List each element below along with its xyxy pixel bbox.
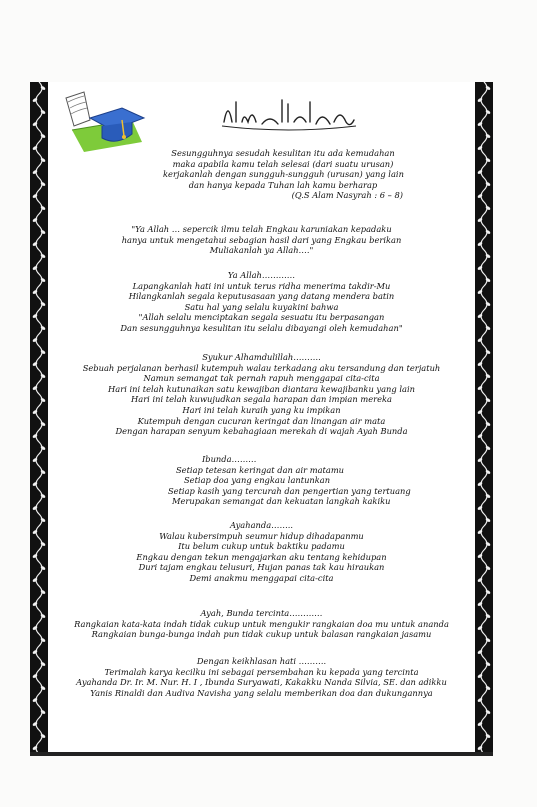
basmala-calligraphy <box>218 94 358 134</box>
quran-reference: (Q.S Alam Nasyrah : 6 – 8) <box>291 190 403 201</box>
prayer-line: "Ya Allah … sepercik ilmu telah Engkau karuniakan kepadaku <box>131 224 392 234</box>
poem-line: Namun semangat tak pernah rapuh menggapai cita-cita <box>143 373 380 384</box>
poem-line: Duri tajam engkau telusuri, Hujan panas tak kau hiraukan <box>138 562 385 573</box>
poem-line: Demi anakmu menggapai cita-cita <box>189 572 334 583</box>
content-area <box>48 82 475 752</box>
ayah-bunda-section <box>48 608 475 640</box>
poem-line: Setiap tetesan keringat dan air matamu <box>176 464 345 475</box>
poem-line: Hari ini telah kuwujudkan segala harapan dan impian mereka <box>131 394 392 405</box>
poem-line: Terimalah karya kecilku ini sebagai persembahan ku kepada yang tercinta <box>104 666 419 677</box>
poem-line: Engkau dengan tekun mengajarkan aku tentang kehidupan <box>136 551 387 562</box>
section-heading: Syukur Alhamdulillah………. <box>202 352 321 362</box>
poem-line: Hilangkanlah segala keputusasaan yang datang mendera batin <box>128 291 395 302</box>
syukur-section <box>48 352 475 437</box>
poem-line: "Allah selalu menciptakan segala sesuatu itu berpasangan <box>138 312 385 323</box>
ya-allah-section <box>48 270 475 334</box>
section-heading: Ya Allah………… <box>227 270 296 280</box>
ornamental-border-right <box>475 82 493 752</box>
section-heading: Dengan keikhlasan hati ………. <box>196 656 327 666</box>
prayer-section <box>48 224 475 256</box>
prayer-line: hanya untuk mengetahui sebagian hasil dari yang Engkau berikan <box>121 234 402 245</box>
poem-line: Satu hal yang selalu kuyakini bahwa <box>184 301 339 312</box>
section-heading: Ayah, Bunda tercinta………… <box>200 608 323 618</box>
quran-line: maka apabila kamu telah selesai (dari suatu urusan) <box>172 158 394 169</box>
poem-line: Merupakan semangat dan kekuatan langkah kakiku <box>172 496 391 507</box>
border-bottom <box>30 752 493 756</box>
keikhlasan-section <box>48 656 475 698</box>
poem-line: Ayahanda Dr. Ir. M. Nur. H. I , Ibunda Suryawati, Kakakku Nanda Silvia, SE. dan adikku <box>76 677 447 688</box>
poem-line: Setiap doa yang engkau lantunkan <box>184 475 331 486</box>
graduation-cap-icon <box>62 90 152 160</box>
poem-line: Hari ini telah kutunaikan satu kewajiban diantara kewajibanku yang lain <box>108 383 415 394</box>
prayer-line: Muliakanlah ya Allah…." <box>209 245 314 256</box>
poem-line: Lapangkanlah hati ini untuk terus ridha menerima takdir-Mu <box>132 280 391 291</box>
poem-line: Walau kubersimpuh seumur hidup dihadapanmu <box>159 530 364 541</box>
poem-line: Hari ini telah kuraih yang ku impikan <box>182 404 341 415</box>
quran-line: kerjakanlah dengan sungguh-sungguh (urusan) yang lain <box>163 169 404 180</box>
quran-line: Sesungguhnya sesudah kesulitan itu ada kemudahan <box>171 148 395 158</box>
quran-line: dan hanya kepada Tuhan lah kamu berharap <box>188 179 378 190</box>
ibunda-section <box>148 454 411 507</box>
section-heading: Ibunda……… <box>202 454 257 464</box>
quran-verse <box>163 148 403 201</box>
section-heading: Ayahanda…….. <box>229 520 294 530</box>
poem-line: Rangkaian kata-kata indah tidak cukup untuk mengukir rangkaian doa mu untuk ananda <box>74 618 449 629</box>
poem-line: Rangkaian bunga-bunga indah pun tidak cukup untuk balasan rangkaian jasamu <box>91 629 432 640</box>
ornamental-border-left <box>30 82 48 752</box>
poem-line: Dengan harapan senyum kebahagiaan merekah di wajah Ayah Bunda <box>115 426 408 437</box>
poem-line: Setiap kasih yang tercurah dan pengertian yang tertuang <box>168 485 411 496</box>
poem-line: Yanis Rinaldi dan Audiva Navisha yang selalu memberikan doa dan dukungannya <box>90 687 433 698</box>
ayahanda-section <box>48 520 475 584</box>
poem-line: Kutempuh dengan cucuran keringat dan linangan air mata <box>137 415 386 426</box>
poem-line: Sebuah perjalanan berhasil kutempuh walau terkadang aku tersandung dan terjatuh <box>82 362 441 373</box>
poem-line: Itu belum cukup untuk baktiku padamu <box>178 541 345 552</box>
poem-line: Dan sesungguhnya kesulitan itu selalu dibayangi oleh kemudahan" <box>120 322 403 333</box>
